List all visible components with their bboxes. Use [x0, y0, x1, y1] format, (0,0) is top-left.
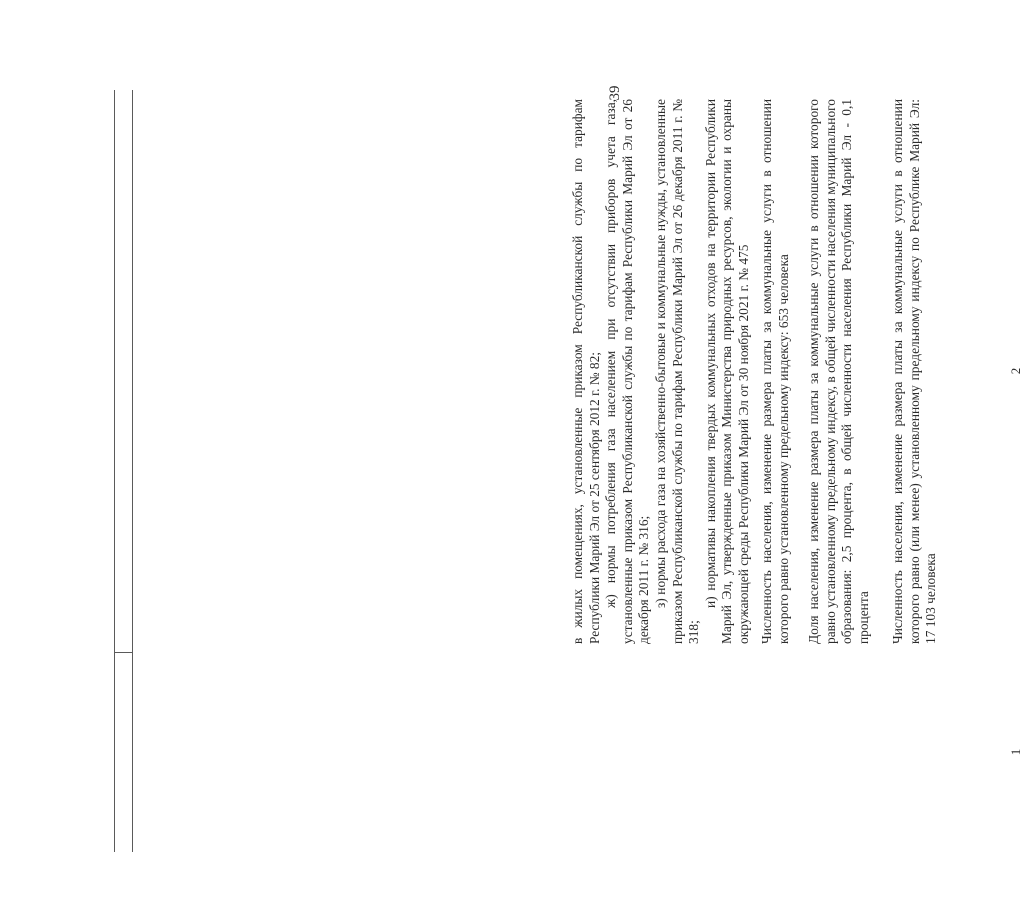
row-1-line-1: в жилых помещениях, установленные приказом Республиканской службы по тарифам Республики Марий Эл от 25 сентября 2012 г. № 82; — [570, 99, 602, 644]
row-2-text: Численность населения, изменение размера платы за коммунальные услуги в отношении которого равно установленному предельному индексу: 653 человека — [759, 99, 791, 644]
row-3-text: Доля населения, изменение размера платы за коммунальные услуги в отношении которого равно установленному предельному индексу, в общей численности населения муниципального образования: 2,5 процента, в общей численности населения Республики Марий Эл - 0,1 процента — [806, 99, 871, 644]
column-header-2: 2 — [1008, 367, 1023, 375]
column-header-1: 1 — [1008, 748, 1023, 756]
row-1-item-zh: ж) нормы потребления газа населением при отсутствии приборов учета газа, установленные приказом Республиканской службы по тарифам Республики Марий Эл от 26 декабря 2011 г. № 316; — [603, 99, 652, 644]
row-4-text: Численность населения, изменение размера платы за коммунальные услуги в отношении которого равно (или менее) установленному предельному индексу по Республике Марий Эл: 17 103 человека — [890, 99, 939, 644]
page-number: 39 — [607, 85, 623, 101]
table-row — [806, 99, 872, 644]
table-row — [759, 99, 792, 644]
row-1-item-z: з) нормы расхода газа на хозяйственно-бытовые и коммунальные нужды, установленные приказом Республиканской службы по тарифам Республики Марий Эл от 26 декабря 2011 г. № 318; — [652, 99, 702, 644]
row-1-item-i: и) нормативы накопления твердых коммунальных отходов на территории Республики Марий Эл, утвержденные приказом Министерства природных ресурсов, экологии и охраны окружающей среды Республики Марий Эл от 30 ноября 2021 г. № 475 — [702, 99, 751, 644]
table — [570, 90, 1026, 852]
column-2-content — [570, 99, 1000, 644]
table-row — [890, 99, 940, 644]
table-row — [570, 99, 753, 644]
